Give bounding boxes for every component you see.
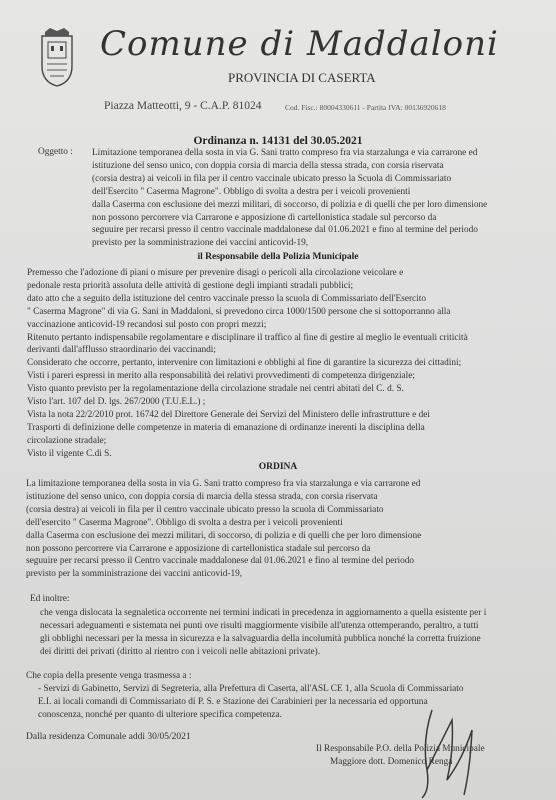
ordina-section [26,478,536,581]
text-line: conoscenza, nonché per quanto di ulteriore specifica competenza. [38,709,282,720]
text-line: (corsia destra) ai veicoli in fila per il centro vaccinale ubicato presso la Scuola di Commissariato [92,173,452,184]
text-line: Trasporti di definizione delle competenze in materia di emanazione di ordinanze inerenti la disciplina della [27,422,425,433]
text-line: seguuire per recarsi presso il Centro vaccinale maddalonese dal 01.06.2021 e fino al termine del periodo [26,556,415,567]
text-line: " Caserma Magrone" di via G. Sani in Maddaloni, si prevedono circa 1000/1500 persone che si sottoporranno alla [27,306,451,317]
text-line: non possono percorrere via Carrarone e apposizione di cartellonistica stadale sul percorso da [92,212,437,223]
text-line: circolazione stradale; [27,435,107,446]
office-address: Piazza Matteotti, 9 - C.A.P. 81024 [104,100,262,112]
text-line: Premesso che l'adozione di piani o misure per prevenire disagi o pericoli alla circolazione veicolare e [27,268,404,278]
inoltre-label: Ed inoltre: [30,594,70,604]
text-line: Vista la nota 22/2/2010 prot. 16742 del Direttore Generale dei Servizi del Ministero delle infrastrutture e dei [27,409,430,420]
text-line: Visto quanto previsto per la regolamentazione della circolazione stradale nei centri abitati del C. d. S. [27,384,404,395]
text-line: (corsia destra) ai veicoli in fila per il centro vaccinale ubicato presso la scuola di Commissariato [26,504,384,515]
text-line: Considerato che occorre, pertanto, intervenire con limitazioni e obblighi al fine di garantire la sicurezza dei cittadini; [27,358,462,369]
subject-text [92,147,532,250]
ordinance-title: Ordinanza n. 14131 del 30.05.2021 [193,135,363,147]
province-name: PROVINCIA DI CASERTA [228,70,376,85]
text-line: Visto l'art. 107 del D. lgs. 267/2000 (T.U.E.L.) ; [27,397,206,408]
text-line: istituzione del senso unico, con doppia corsia di marcia della stessa strada, con corsia riservata [92,160,444,171]
signature-title: Il Responsabile P.O. della Polizia Municipale [316,744,485,754]
text-line: dei diritti dei privati (diritto al rientro con i veicoli nelle abitazioni private). [40,646,321,657]
text-line: E.I. ai locali comandi di Commissariato di P. S. e Stazione dei Carabinieri per la necessaria ed opportuna [38,696,428,707]
copia-label: Che copia della presente venga trasmessa a : [26,671,192,681]
premises-section [27,267,537,461]
subject-label: Oggetto : [38,147,73,157]
text-line: La limitazione temporanea della sosta in via G. Sani tratto compreso fra via starzalunga e via carrarone ed [26,479,421,489]
municipality-title: Comune di Maddaloni [100,24,499,64]
text-line: non possono percorrere via Carrarone e apposizione di cartellonistica stadale sul percorso da [26,543,371,554]
text-line: gli obblighi necessari per la messa in sicurezza e la salvaguardia della incolumità pubblica nonché la corretta fruizione [40,633,481,644]
text-line: Ritenuto pertanto indispensabile regolamentare e disciplinare il traffico al fine di gestire al meglio le eventuali criticità [27,332,468,343]
text-line: - Servizi di Gabinetto, Servizi di Segreteria, alla Prefettura di Caserta, all'ASL CE 1, alla Scuola di Commissariato [38,684,464,694]
text-line: Visti i pareri espressi in merito alla responsabilità dei relativi provvedimenti di competenza dirigenziale; [27,371,415,382]
text-line: previsto per la somministrazione dei vaccini anticovid-19, [92,238,309,249]
issue-date: Dalla residenza Comunale addì 30/05/2021 [26,732,191,742]
ordina-heading: ORDINA [258,462,298,472]
text-line: derivanti dall'afflusso straordinario dei vaccinandi; [27,345,216,356]
text-line: vaccinazione anticovid-19 recandosi sul posto con propri mezzi; [27,319,267,330]
text-line: seguuire per recarsi presso il centro vaccinale maddalonese dal 01.06.2021 e fino al termine del periodo [92,225,478,236]
fiscal-codes: Cod. Fisc.: 80004330611 - Partita IVA: 00136920618 [285,103,446,112]
text-line: Visto il vigente C.di S. [27,448,112,459]
text-line: necessari adeguamenti e sistemata nei punti ove risulti maggiormente visibile all'utenza ottemperando, peraltro, a tutti [40,620,479,631]
text-line: istituzione del senso unico, con doppia corsia di marcia della stessa strada, con corsia riservata [26,491,378,502]
text-line: pedonale resta priorità assoluta delle attività di gestione degli impianti stradali pubblici; [27,280,354,291]
responsible-heading: il Responsabile della Polizia Municipale [197,252,359,262]
city-crest-icon [38,28,76,88]
text-line: dalla Caserma con esclusione dei mezzi militari, di soccorso, di polizia e di quelli che per loro dimensione [26,530,422,541]
text-line: dato atto che a seguito della istituzione del centro vaccinale presso la scuola di Commissariato dell'Esercito [27,293,426,304]
text-line: dalla Caserma con esclusione dei mezzi militari, di soccorso, di polizia e di quelli che per loro dimensione [92,199,488,210]
text-line: previsto per la somministrazione dei vaccini anticovid-19, [26,569,243,580]
inoltre-section [40,607,540,659]
signature-block [316,743,546,769]
text-line: Limitazione temporanea della sosta in via G. Sani tratto compreso fra via starzalunga e via carrarone ed [92,148,478,158]
signature-name: Maggiore dott. Domenico Renga [330,756,453,767]
text-line: dell'Esercito " Caserma Magrone". Obbligo di svolta a destra per i veicoli provenienti [92,186,411,197]
text-line: dell'esercito " Caserma Magrone". Obbligo di svolta a destra per i veicoli provenienti [26,517,343,528]
text-line: che venga dislocata la segnaletica occorrente nei termini indicati in precedenza in aggiornamento a quella esistente per i [40,608,487,618]
